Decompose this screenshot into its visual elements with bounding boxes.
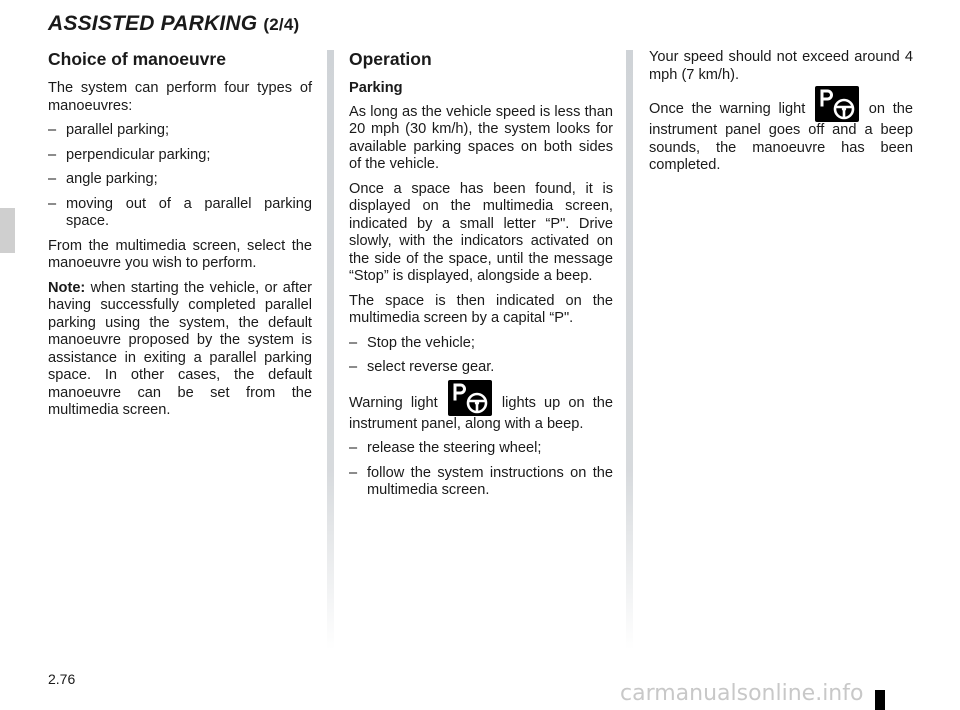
column-divider-1 [327, 50, 334, 650]
completion-text-post: on the instrument panel goes off and a beep sounds, the manoeuvre has been completed. [649, 100, 913, 173]
corner-mark [875, 690, 885, 710]
manoeuvre-list [48, 122, 312, 231]
note-paragraph [48, 280, 312, 420]
section-heading-choice: Choice of manoeuvre [48, 49, 226, 69]
subheading-parking: Parking [349, 80, 403, 96]
select-manoeuvre-text: From the multimedia screen, select the manoeuvre you wish to perform. [48, 237, 312, 271]
column-operation [349, 48, 613, 507]
list-item: – parallel parking; [48, 122, 312, 140]
page-title [48, 12, 299, 36]
warning-text-post: lights up on the instrument panel, along with a beep. [349, 394, 613, 432]
operation-paragraph-1: As long as the vehicle speed is less than 20 mph (30 km/h), the system looks for available parking spaces on both sides of the vehicle. [349, 103, 613, 172]
operation-steps-1 [349, 335, 613, 377]
completion-paragraph [649, 96, 913, 175]
column-choice-of-manoeuvre [48, 48, 312, 427]
list-item: – Stop the vehicle; [349, 335, 613, 353]
parking-assist-warning-icon [448, 380, 492, 416]
list-item: – perpendicular parking; [48, 147, 312, 165]
list-item: – follow the system instructions on the multimedia screen. [349, 465, 613, 500]
section-heading-operation: Operation [349, 49, 432, 69]
list-item: – release the steering wheel; [349, 440, 613, 458]
warning-light-paragraph [349, 390, 613, 434]
completion-text-pre: Once the warning light [649, 100, 813, 117]
page-title-part: (2/4) [263, 15, 300, 34]
warning-text-pre: Warning light [349, 394, 446, 411]
column-speed-info [649, 48, 913, 182]
chapter-edge-tab [0, 208, 15, 253]
list-item: – angle parking; [48, 171, 312, 189]
note-text: when starting the vehicle, or after having successfully completed parallel parking using the system, the default manoeuvre proposed by the system is assistance in exiting a parallel parking space. In other cases, the default manoeuvre can be set from the multimedia screen. [48, 279, 312, 418]
watermark-text: carmanualsonline.info [620, 681, 864, 706]
operation-steps-2 [349, 440, 613, 500]
parking-assist-warning-icon [815, 86, 859, 122]
operation-paragraph-3: The space is then indicated on the multimedia screen by a capital “P". [349, 292, 613, 326]
list-item: – moving out of a parallel parking space. [48, 196, 312, 231]
column-divider-2 [626, 50, 633, 650]
operation-paragraph-2: Once a space has been found, it is displayed on the multimedia screen, indicated by a small letter “P". Drive slowly, with the indicators activated on the side of the space, until the message “Stop” is displayed, alongside a beep. [349, 180, 613, 284]
page-title-text: ASSISTED PARKING [48, 12, 258, 35]
speed-paragraph: Your speed should not exceed around 4 mph (7 km/h). [649, 49, 913, 83]
note-label: Note: [48, 279, 86, 296]
list-item: – select reverse gear. [349, 359, 613, 377]
page-number: 2.76 [48, 671, 76, 687]
choice-intro: The system can perform four types of manoeuvres: [48, 80, 312, 114]
